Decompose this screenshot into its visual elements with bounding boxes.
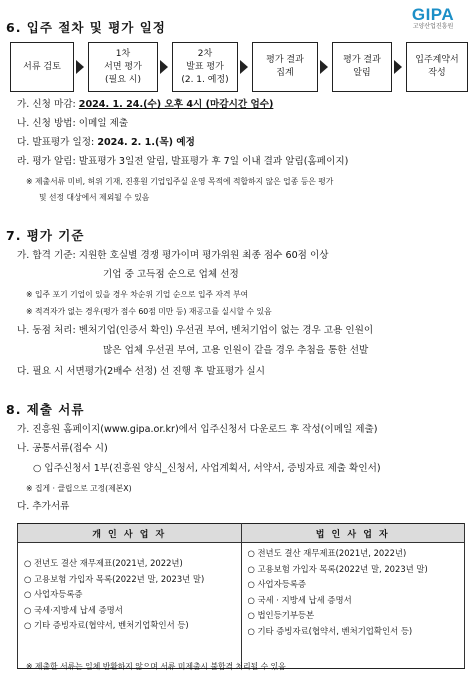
- flow-arrow-icon: [240, 60, 248, 74]
- list-item: ○ 기타 증빙자료(협약서, 벤처기업확인서 등): [24, 620, 189, 630]
- flow-step-3: 2차 발표 평가 (2. 1. 예정): [172, 42, 238, 92]
- list-item: ○ 사업자등록증: [247, 579, 307, 589]
- flow-arrow-icon: [320, 60, 328, 74]
- list-item: ○ 국세 · 지방세 납세 증명서: [247, 594, 352, 605]
- corporate-docs-cell: [241, 543, 465, 669]
- flow-arrow-icon: [160, 60, 168, 74]
- process-flow: [10, 42, 468, 92]
- flow-arrow-icon: [76, 60, 84, 74]
- criteria-tie-2: 많은 업체 우선권 부여, 고용 인원이 같을 경우 추첨을 통한 선발: [103, 345, 369, 356]
- docs-download: 가. 진흥원 홈페이지(www.gipa.or.kr)에서 입주신청서 다운로드 후 작성(이메일 제출): [17, 424, 378, 435]
- flow-step-2: 1차 서면 평가 (필요 시): [88, 42, 158, 92]
- list-item: ○ 국세·지방세 납세 증명서: [24, 604, 123, 615]
- list-item: ○ 고용보험 가입자 목록(2022년 말, 2023년 말): [24, 573, 205, 584]
- docs-application-form: ○ 입주신청서 1부(진흥원 양식_신청서, 사업계획서, 서약서, 증빙자료 제출 확인서): [33, 463, 381, 474]
- schedule-method: 나. 신청 방법: 이메일 제출: [17, 118, 129, 129]
- docs-footnote: ※ 제출한 서류는 일체 반환하지 않으며 서류 미제출시 불합격 처리될 수 있음: [26, 662, 286, 671]
- flow-step-6: 입주계약서 작성: [406, 42, 468, 92]
- flow-arrow-icon: [394, 60, 402, 74]
- criteria-note-2: ※ 적격자가 없는 경우(평가 점수 60점 미만 등) 재공고를 실시할 수 있음: [26, 307, 272, 316]
- list-item: ○ 기타 증빙자료(협약서, 벤처기업확인서 등): [247, 625, 413, 636]
- flow-step-4: 평가 결과 집계: [252, 42, 318, 92]
- header-corporate: 법 인 사 업 자: [241, 524, 465, 543]
- criteria-note-1: ※ 입주 포기 기업이 있을 경우 차순위 기업 순으로 입주 자격 부여: [26, 290, 249, 299]
- list-item: ○ 전년도 결산 재무제표(2021년, 2022년): [24, 558, 183, 568]
- logo-subtitle: 고양산업진흥원: [412, 23, 454, 30]
- criteria-tie-1: 나. 동점 처리: 벤처기업(인증서 확인) 우선권 부여, 벤처기업이 없는 경우 고용 인원이: [17, 325, 374, 336]
- criteria-pass-1: 가. 합격 기준: 지원한 호실별 경쟁 평가이며 평가위원 최종 점수 60점 이상: [17, 250, 329, 261]
- section-6-note-1: ※ 제출서류 미비, 허위 기재, 진흥원 기업입주실 운영 목적에 적합하지 않은 업종 등은 평가: [26, 177, 334, 186]
- criteria-written-eval: 다. 필요 시 서면평가(2배수 선정) 선 진행 후 발표평가 실시: [17, 366, 265, 377]
- additional-docs-table: [17, 523, 465, 669]
- gipa-logo: [401, 6, 465, 32]
- section-6-note-2: 및 선정 대상에서 제외될 수 있음: [39, 193, 150, 202]
- list-item: ○ 전년도 결산 재무제표(2021년, 2022년): [247, 548, 407, 558]
- docs-common: 나. 공통서류(접수 시): [17, 443, 108, 454]
- schedule-notification: 라. 평가 알림: 발표평가 3일전 알림, 발표평가 후 7일 이내 결과 알림(홈페이지): [17, 156, 349, 167]
- flow-step-5: 평가 결과 알림: [332, 42, 392, 92]
- list-item: ○ 법인등기부등본: [247, 610, 315, 620]
- logo-mark: GIPA: [411, 5, 455, 24]
- section-8-title: 8. 제출 서류: [6, 402, 85, 417]
- list-item: ○ 고용보험 가입자 목록(2022년 말, 2023년 말): [247, 563, 428, 574]
- header-individual: 개 인 사 업 자: [18, 524, 242, 543]
- docs-binding-note: ※ 집게 · 클립으로 고정(제본X): [26, 484, 132, 493]
- flow-step-1: 서류 검토: [10, 42, 74, 92]
- schedule-deadline: 가. 신청 마감: 2024. 1. 24.(수) 오후 4시 (마감시간 엄수): [17, 99, 274, 110]
- schedule-presentation: 다. 발표평가 일정: 2024. 2. 1.(목) 예정: [17, 137, 195, 148]
- list-item: ○ 사업자등록증: [24, 589, 83, 599]
- section-7-title: 7. 평가 기준: [6, 228, 85, 243]
- criteria-pass-2: 기업 중 고득점 순으로 업체 선정: [103, 269, 239, 280]
- docs-additional: 다. 추가서류: [17, 501, 70, 512]
- individual-docs-cell: [18, 543, 242, 669]
- section-6-title: 6. 입주 절차 및 평가 일정: [6, 20, 166, 35]
